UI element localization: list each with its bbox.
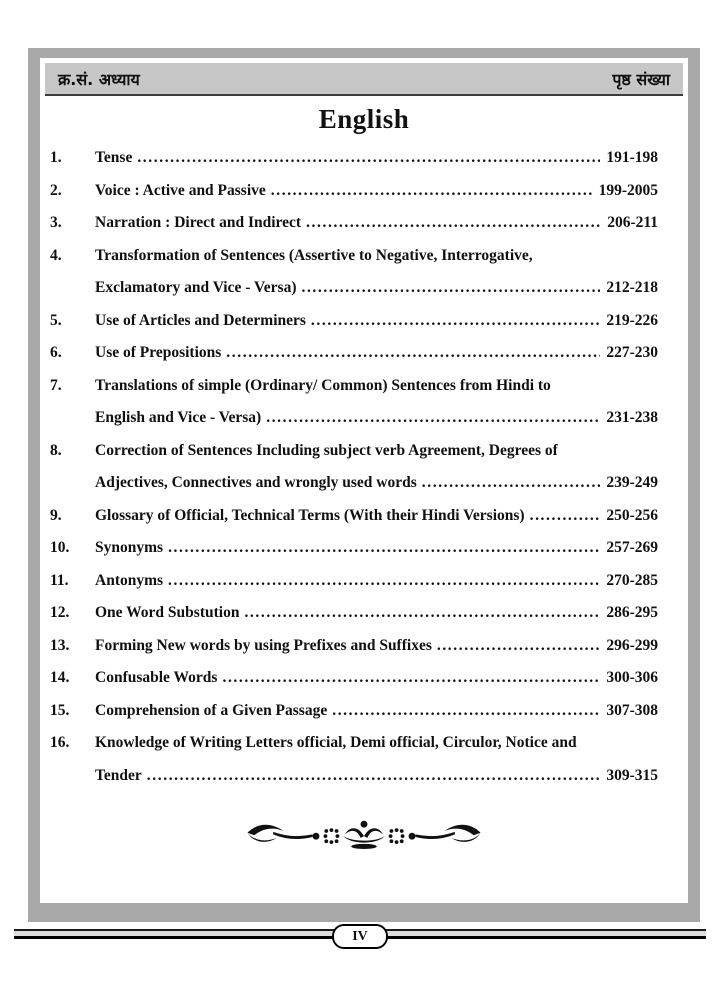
toc-item-title: Transformation of Sentences (Assertive to Negative, Interrogative,	[95, 246, 533, 264]
toc-item-line	[95, 565, 658, 598]
dot-leader	[168, 532, 600, 565]
toc-row	[50, 142, 658, 175]
toc-item-title: Use of Articles and Determiners	[95, 311, 306, 329]
toc-item-number: 15.	[50, 701, 70, 719]
toc-row	[50, 630, 658, 663]
toc-item-title: Antonyms	[95, 571, 164, 589]
toc-item-body	[95, 142, 658, 175]
toc-item-line	[95, 532, 658, 565]
toc-item-body	[95, 175, 658, 208]
toc-row	[50, 727, 658, 792]
toc-item-body	[95, 435, 658, 500]
toc-item-line	[95, 500, 658, 533]
toc-row	[50, 305, 658, 338]
toc-item-pages: 199-2005	[598, 181, 658, 199]
dot-leader	[266, 402, 600, 435]
toc-item-title: Synonyms	[95, 539, 164, 556]
toc-row	[50, 695, 658, 728]
header-page-number-label: पृष्ठ संख्या	[612, 69, 670, 89]
toc-item-title: Forming New words by using Prefixes and Suffixes	[95, 636, 432, 654]
toc-item-line	[95, 337, 658, 370]
toc-item-number: 13.	[50, 636, 70, 654]
toc-item-body	[95, 207, 658, 240]
toc-list	[50, 142, 658, 792]
toc-item-line	[95, 695, 658, 728]
toc-item-body	[95, 565, 658, 598]
toc-item-line	[95, 662, 658, 695]
dot-leader	[226, 337, 600, 370]
toc-item-number: 9.	[50, 506, 62, 524]
toc-item-title: Tender	[95, 766, 142, 784]
dot-leader	[244, 597, 600, 630]
header-serial-chapter-label: क्र.सं. अध्याय	[58, 69, 140, 89]
toc-item-title: Knowledge of Writing Letters official, Demi official, Circulor, Notice and	[95, 734, 577, 751]
toc-item-title: Translations of simple (Ordinary/ Common) Sentences from Hindi to	[95, 376, 551, 394]
toc-row	[50, 175, 658, 208]
toc-item-pages: 206-211	[607, 214, 658, 231]
toc-item-line	[95, 435, 658, 468]
toc-item-body	[95, 370, 658, 435]
toc-item-body	[95, 500, 658, 533]
section-title: English	[318, 104, 410, 134]
dot-leader	[301, 272, 600, 305]
toc-item-pages: 300-306	[606, 669, 658, 686]
toc-item-title: Use of Prepositions	[95, 344, 222, 361]
column-header-bar	[45, 63, 683, 96]
toc-item-line	[95, 305, 658, 338]
toc-row	[50, 207, 658, 240]
flourish-ornament-graphic	[244, 818, 484, 856]
toc-item-body	[95, 597, 658, 630]
toc-item-pages: 227-230	[606, 344, 658, 361]
dot-leader	[422, 467, 601, 500]
toc-item-pages: 270-285	[606, 571, 658, 589]
toc-item-line	[95, 402, 658, 435]
dot-leader	[311, 305, 600, 338]
toc-item-line	[95, 727, 658, 760]
toc-item-pages: 239-249	[606, 474, 658, 491]
dot-leader	[168, 565, 600, 598]
toc-item-body	[95, 695, 658, 728]
toc-item-title: One Word Substution	[95, 604, 240, 621]
toc-row	[50, 597, 658, 630]
toc-item-title: Adjectives, Connectives and wrongly used words	[95, 474, 417, 491]
toc-item-body	[95, 240, 658, 305]
toc-item-body	[95, 727, 658, 792]
toc-item-pages: 286-295	[606, 604, 658, 621]
toc-item-title: Correction of Sentences Including subject verb Agreement, Degrees of	[95, 441, 558, 459]
toc-item-title: Exclamatory and Vice - Versa)	[95, 279, 297, 296]
toc-item-number: 11.	[50, 571, 69, 589]
toc-row	[50, 337, 658, 370]
toc-item-line	[95, 175, 658, 208]
toc-item-pages: 307-308	[606, 701, 658, 719]
dot-leader	[437, 630, 600, 663]
dot-leader	[306, 207, 601, 240]
toc-item-pages: 309-315	[606, 766, 658, 784]
toc-item-number: 4.	[50, 246, 62, 264]
toc-item-body	[95, 630, 658, 663]
toc-item-title: Voice : Active and Passive	[95, 181, 266, 199]
toc-item-pages: 231-238	[606, 409, 658, 426]
toc-item-title: Comprehension of a Given Passage	[95, 701, 328, 719]
toc-item-pages: 250-256	[606, 506, 658, 524]
toc-row	[50, 532, 658, 565]
gray-page-frame	[28, 48, 700, 922]
toc-item-title: Confusable Words	[95, 669, 218, 686]
toc-item-line	[95, 207, 658, 240]
toc-item-number: 2.	[50, 181, 62, 199]
folio-page-number: IV	[352, 928, 368, 944]
toc-item-line	[95, 597, 658, 630]
toc-item-title: English and Vice - Versa)	[95, 409, 262, 426]
toc-row	[50, 435, 658, 500]
toc-item-body	[95, 337, 658, 370]
toc-item-body	[95, 305, 658, 338]
dot-leader	[332, 695, 600, 728]
toc-item-line	[95, 272, 658, 305]
toc-item-number: 16.	[50, 734, 70, 751]
toc-item-number: 14.	[50, 669, 70, 686]
toc-row	[50, 370, 658, 435]
toc-item-line	[95, 240, 658, 273]
toc-row	[50, 565, 658, 598]
dot-leader	[222, 662, 600, 695]
toc-item-number: 6.	[50, 344, 62, 361]
toc-item-pages: 191-198	[606, 149, 658, 166]
toc-item-pages: 212-218	[606, 279, 658, 296]
toc-item-title: Narration : Direct and Indirect	[95, 214, 302, 231]
folio-page-number-badge	[332, 924, 388, 949]
toc-item-line	[95, 760, 658, 793]
toc-item-pages: 296-299	[606, 636, 658, 654]
toc-item-body	[95, 662, 658, 695]
toc-item-line	[95, 467, 658, 500]
toc-row	[50, 240, 658, 305]
toc-item-line	[95, 630, 658, 663]
page-content-area	[40, 58, 688, 903]
dot-leader	[271, 175, 593, 208]
toc-row	[50, 662, 658, 695]
toc-item-number: 5.	[50, 311, 62, 329]
dot-leader	[137, 142, 600, 175]
dot-leader	[530, 500, 601, 533]
toc-item-line	[95, 142, 658, 175]
toc-item-number: 8.	[50, 441, 62, 459]
toc-item-title: Glossary of Official, Technical Terms (With their Hindi Versions)	[95, 506, 525, 524]
toc-item-number: 1.	[50, 149, 62, 166]
toc-item-title: Tense	[95, 149, 133, 166]
toc-item-line	[95, 370, 658, 403]
toc-row	[50, 500, 658, 533]
toc-item-number: 7.	[50, 376, 62, 394]
flourish-ornament	[40, 818, 688, 856]
toc-item-number: 3.	[50, 214, 62, 231]
toc-item-number: 12.	[50, 604, 70, 621]
toc-item-number: 10.	[50, 539, 70, 556]
toc-item-pages: 257-269	[606, 539, 658, 556]
toc-item-pages: 219-226	[606, 311, 658, 329]
dot-leader	[147, 760, 601, 793]
toc-item-body	[95, 532, 658, 565]
